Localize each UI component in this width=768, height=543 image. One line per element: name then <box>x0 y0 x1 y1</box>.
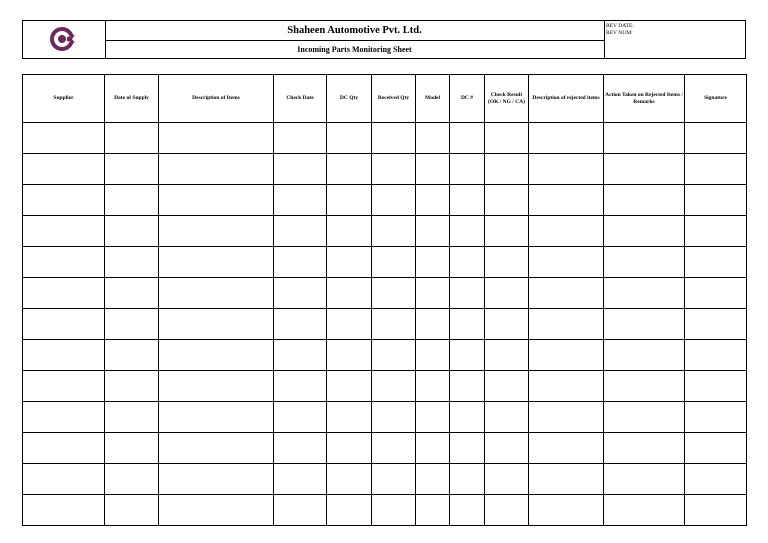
form-header <box>22 20 746 59</box>
table-cell[interactable] <box>327 247 372 278</box>
table-cell[interactable] <box>274 433 327 464</box>
column-header: Signature <box>685 75 747 123</box>
table-row <box>23 247 747 278</box>
table-cell[interactable] <box>274 371 327 402</box>
column-header: Date of Supply <box>105 75 159 123</box>
table-cell[interactable] <box>372 433 416 464</box>
table-cell[interactable] <box>450 216 485 247</box>
table-cell[interactable] <box>23 433 105 464</box>
table-cell[interactable] <box>159 371 274 402</box>
table-cell[interactable] <box>450 185 485 216</box>
table-row <box>23 216 747 247</box>
rev-num-label: REV NUM: <box>606 30 633 36</box>
table-cell[interactable] <box>450 402 485 433</box>
table-cell[interactable] <box>372 402 416 433</box>
table-cell[interactable] <box>450 340 485 371</box>
table-cell[interactable] <box>485 278 529 309</box>
column-header: Description of Items <box>159 75 274 123</box>
table-row <box>23 495 747 526</box>
table-cell[interactable] <box>529 154 604 185</box>
table-cell[interactable] <box>416 185 450 216</box>
table-cell[interactable] <box>485 185 529 216</box>
table-cell[interactable] <box>159 185 274 216</box>
table-cell[interactable] <box>23 216 105 247</box>
table-cell[interactable] <box>23 247 105 278</box>
table-cell[interactable] <box>105 154 159 185</box>
table-cell[interactable] <box>485 495 529 526</box>
title-cell <box>105 21 605 58</box>
table-cell[interactable] <box>105 371 159 402</box>
table-cell[interactable] <box>416 371 450 402</box>
table-cell[interactable] <box>327 433 372 464</box>
table-row <box>23 340 747 371</box>
table-cell[interactable] <box>450 123 485 154</box>
table-cell[interactable] <box>327 123 372 154</box>
table-cell[interactable] <box>485 154 529 185</box>
table-cell[interactable] <box>372 464 416 495</box>
table-cell[interactable] <box>23 123 105 154</box>
table-header-row <box>23 75 747 123</box>
table-cell[interactable] <box>685 123 747 154</box>
table-cell[interactable] <box>529 371 604 402</box>
table-cell[interactable] <box>274 185 327 216</box>
table-cell[interactable] <box>450 278 485 309</box>
column-header: Description of rejected items <box>529 75 604 123</box>
table-cell[interactable] <box>372 185 416 216</box>
sheet-title: Incoming Parts Monitoring Sheet <box>297 45 412 54</box>
table-cell[interactable] <box>416 464 450 495</box>
table-cell[interactable] <box>416 123 450 154</box>
table-cell[interactable] <box>23 495 105 526</box>
table-cell[interactable] <box>485 402 529 433</box>
table-cell[interactable] <box>327 309 372 340</box>
column-header: DC Qty <box>327 75 372 123</box>
table-row <box>23 309 747 340</box>
table-cell[interactable] <box>105 340 159 371</box>
table-cell[interactable] <box>274 495 327 526</box>
table-cell[interactable] <box>450 495 485 526</box>
table-row <box>23 433 747 464</box>
column-header: Check Date <box>274 75 327 123</box>
table-cell[interactable] <box>685 278 747 309</box>
column-header: Received Qty <box>372 75 416 123</box>
table-cell[interactable] <box>485 247 529 278</box>
table-cell[interactable] <box>685 402 747 433</box>
table-cell[interactable] <box>604 216 685 247</box>
table-row <box>23 185 747 216</box>
table-cell[interactable] <box>604 309 685 340</box>
company-name: Shaheen Automotive Pvt. Ltd. <box>105 21 604 41</box>
table-cell[interactable] <box>274 154 327 185</box>
table-cell[interactable] <box>372 495 416 526</box>
table-cell[interactable] <box>23 278 105 309</box>
table-cell[interactable] <box>529 433 604 464</box>
table-cell[interactable] <box>23 464 105 495</box>
table-cell[interactable] <box>23 371 105 402</box>
table-cell[interactable] <box>105 402 159 433</box>
table-cell[interactable] <box>450 464 485 495</box>
table-cell[interactable] <box>327 464 372 495</box>
table-cell[interactable] <box>685 185 747 216</box>
table-cell[interactable] <box>604 247 685 278</box>
company-logo-icon <box>48 26 78 52</box>
table-cell[interactable] <box>604 433 685 464</box>
table-cell[interactable] <box>105 495 159 526</box>
table-cell[interactable] <box>529 340 604 371</box>
table-cell[interactable] <box>529 123 604 154</box>
table-cell[interactable] <box>372 247 416 278</box>
table-cell[interactable] <box>529 216 604 247</box>
table-cell[interactable] <box>529 402 604 433</box>
table-cell[interactable] <box>450 433 485 464</box>
table-cell[interactable] <box>372 340 416 371</box>
table-cell[interactable] <box>604 340 685 371</box>
column-header: DC # <box>450 75 485 123</box>
column-header: Check Result (OK / NG / CA) <box>485 75 529 123</box>
table-cell[interactable] <box>327 216 372 247</box>
table-cell[interactable] <box>685 216 747 247</box>
table-cell[interactable] <box>159 495 274 526</box>
table-cell[interactable] <box>529 495 604 526</box>
table-cell[interactable] <box>685 309 747 340</box>
logo-cell <box>23 21 106 58</box>
table-cell[interactable] <box>105 278 159 309</box>
table-cell[interactable] <box>105 185 159 216</box>
table-cell[interactable] <box>416 340 450 371</box>
table-cell[interactable] <box>450 247 485 278</box>
table-cell[interactable] <box>604 371 685 402</box>
table-cell[interactable] <box>529 464 604 495</box>
table-cell[interactable] <box>685 340 747 371</box>
table-cell[interactable] <box>685 154 747 185</box>
table-cell[interactable] <box>105 216 159 247</box>
column-header: Model <box>416 75 450 123</box>
table-cell[interactable] <box>416 278 450 309</box>
table-cell[interactable] <box>485 371 529 402</box>
table-cell[interactable] <box>274 402 327 433</box>
table-cell[interactable] <box>372 278 416 309</box>
table-cell[interactable] <box>685 433 747 464</box>
table-cell[interactable] <box>685 495 747 526</box>
table-cell[interactable] <box>159 154 274 185</box>
table-cell[interactable] <box>159 123 274 154</box>
table-cell[interactable] <box>416 495 450 526</box>
table-row <box>23 154 747 185</box>
table-cell[interactable] <box>450 154 485 185</box>
table-cell[interactable] <box>372 154 416 185</box>
table-cell[interactable] <box>327 340 372 371</box>
table-cell[interactable] <box>416 154 450 185</box>
table-cell[interactable] <box>327 278 372 309</box>
table-cell[interactable] <box>105 464 159 495</box>
table-cell[interactable] <box>327 371 372 402</box>
table-cell[interactable] <box>372 309 416 340</box>
table-cell[interactable] <box>485 216 529 247</box>
table-cell[interactable] <box>23 340 105 371</box>
column-header: Action Taken on Rejected Items / Remarks <box>604 75 685 123</box>
table-body <box>23 123 747 526</box>
table-cell[interactable] <box>529 185 604 216</box>
table-cell[interactable] <box>274 464 327 495</box>
table-cell[interactable] <box>274 247 327 278</box>
table-cell[interactable] <box>159 464 274 495</box>
table-cell[interactable] <box>416 402 450 433</box>
table-cell[interactable] <box>604 154 685 185</box>
table-cell[interactable] <box>485 464 529 495</box>
table-cell[interactable] <box>604 123 685 154</box>
table-cell[interactable] <box>685 464 747 495</box>
table-cell[interactable] <box>327 154 372 185</box>
table-cell[interactable] <box>274 216 327 247</box>
table-row <box>23 464 747 495</box>
table-row <box>23 371 747 402</box>
table-cell[interactable] <box>604 185 685 216</box>
table-cell[interactable] <box>23 154 105 185</box>
table-cell[interactable] <box>159 247 274 278</box>
rev-date-label: REV DATE: <box>606 23 634 29</box>
table-cell[interactable] <box>274 340 327 371</box>
table-row <box>23 278 747 309</box>
table-cell[interactable] <box>105 309 159 340</box>
table-cell[interactable] <box>274 123 327 154</box>
table-cell[interactable] <box>327 185 372 216</box>
table-cell[interactable] <box>416 309 450 340</box>
table-row <box>23 402 747 433</box>
table-cell[interactable] <box>159 278 274 309</box>
table-cell[interactable] <box>485 433 529 464</box>
table-cell[interactable] <box>416 433 450 464</box>
table-cell[interactable] <box>485 309 529 340</box>
table-cell[interactable] <box>450 309 485 340</box>
table-cell[interactable] <box>416 247 450 278</box>
table-cell[interactable] <box>485 123 529 154</box>
table-cell[interactable] <box>416 216 450 247</box>
table-cell[interactable] <box>327 402 372 433</box>
table-cell[interactable] <box>105 433 159 464</box>
table-cell[interactable] <box>23 309 105 340</box>
table-cell[interactable] <box>685 371 747 402</box>
column-header: Supplier <box>23 75 105 123</box>
table-cell[interactable] <box>327 495 372 526</box>
table-cell[interactable] <box>685 247 747 278</box>
table-cell[interactable] <box>105 123 159 154</box>
monitoring-table <box>22 74 746 523</box>
table-cell[interactable] <box>159 309 274 340</box>
table-cell[interactable] <box>159 340 274 371</box>
table-cell[interactable] <box>372 371 416 402</box>
table-cell[interactable] <box>372 216 416 247</box>
table-cell[interactable] <box>159 216 274 247</box>
table-cell[interactable] <box>604 495 685 526</box>
table-cell[interactable] <box>604 278 685 309</box>
revision-cell <box>605 21 745 58</box>
table-cell[interactable] <box>105 247 159 278</box>
table-cell[interactable] <box>159 433 274 464</box>
table-cell[interactable] <box>23 185 105 216</box>
table-cell[interactable] <box>529 247 604 278</box>
table-cell[interactable] <box>529 278 604 309</box>
table-cell[interactable] <box>604 464 685 495</box>
table-cell[interactable] <box>485 340 529 371</box>
table-cell[interactable] <box>604 402 685 433</box>
table-cell[interactable] <box>529 309 604 340</box>
table-cell[interactable] <box>372 123 416 154</box>
table-cell[interactable] <box>274 309 327 340</box>
table-cell[interactable] <box>450 371 485 402</box>
table-cell[interactable] <box>274 278 327 309</box>
table-row <box>23 123 747 154</box>
table-cell[interactable] <box>23 402 105 433</box>
table-cell[interactable] <box>159 402 274 433</box>
